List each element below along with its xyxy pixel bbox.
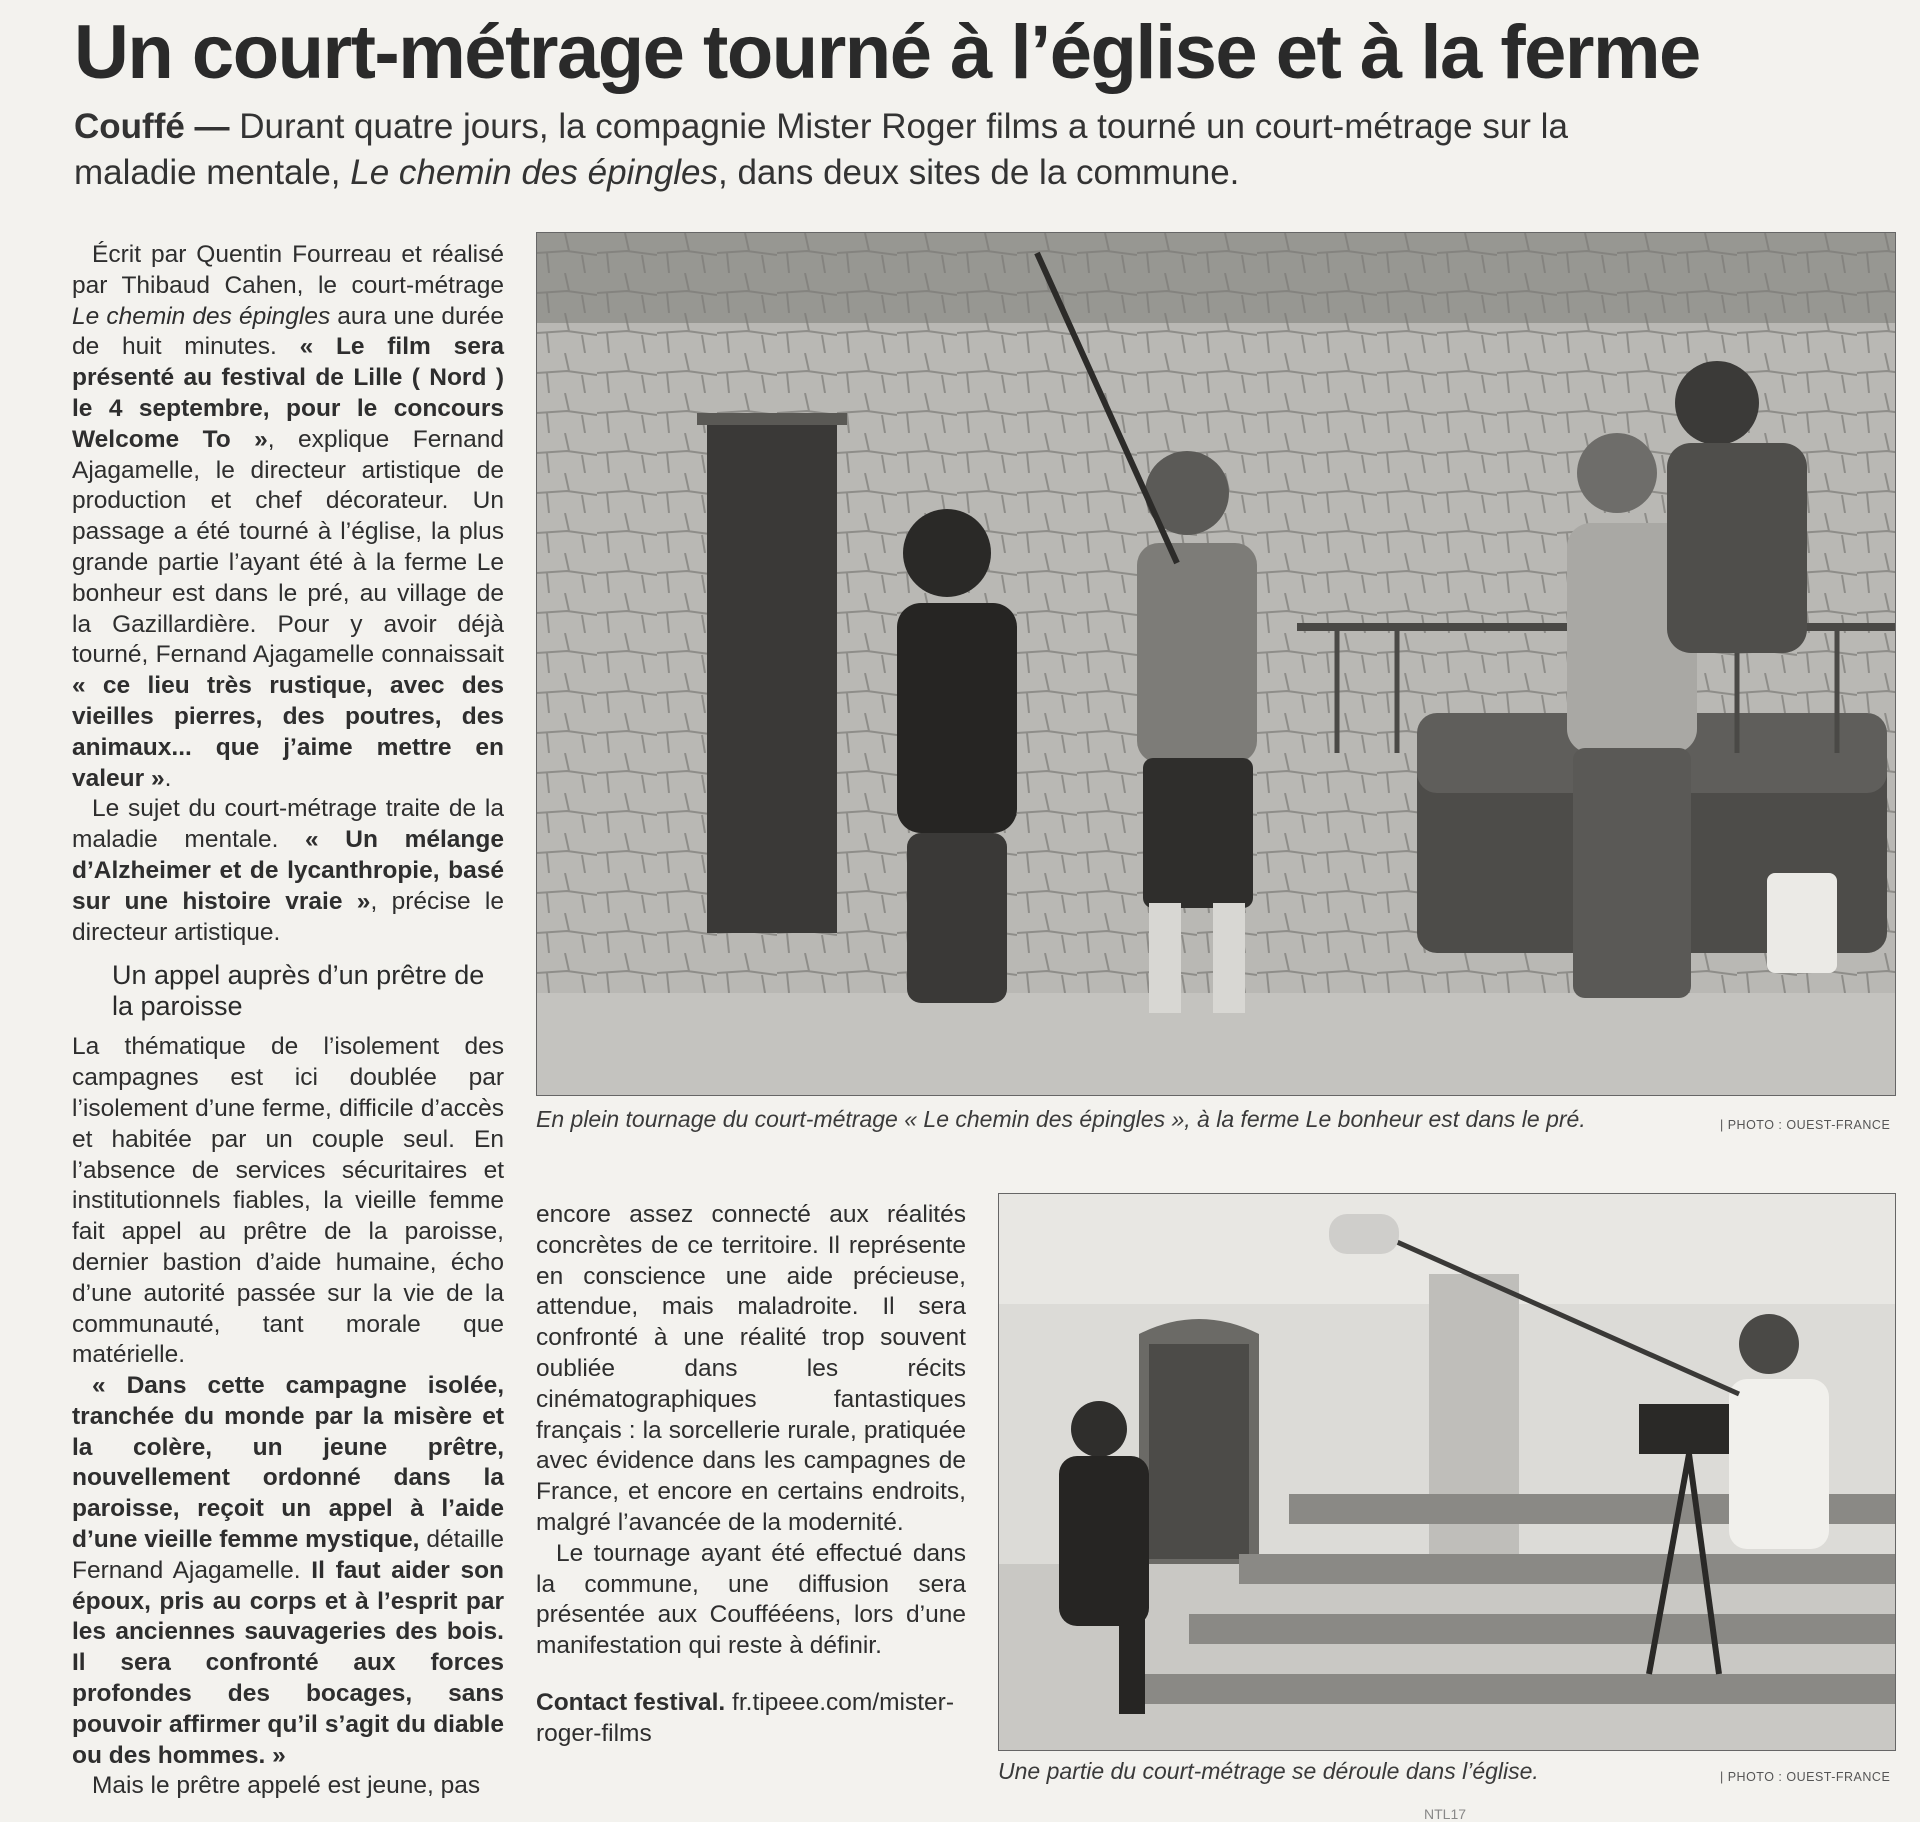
- standfirst-text-1: Durant quatre jours, la compagnie Mister Roger films a tourné un court-métrage sur la maladie mentale,: [74, 107, 1568, 192]
- article-column-2: [536, 1200, 966, 1760]
- paragraph-5: Mais le prêtre appelé est jeune, pas: [92, 1772, 481, 1800]
- photo-church-shooting: [998, 1193, 1896, 1751]
- photo-farm-credit: | PHOTO : OUEST-FRANCE: [1720, 1118, 1891, 1132]
- quote-run: Il faut aider son époux, pris au corps et à l’esprit par les anciennes sauvageries des bois. Il sera confronté aux forces profondes des bocages, sans pouvoir affirmer qu’il s’agit du diable ou des hommes. »: [72, 1556, 504, 1769]
- text-run: , explique Fernand Ajagamelle, le directeur artistique de production et chef décorateur. Un passage a été tourné à l’église, la plus grande partie l’ayant été à la ferme Le bonheur est dans le pré, au village de la Gazillardière. Pour y avoir déjà tourné, Fernand Ajagamelle connaissait: [72, 425, 504, 669]
- photo-church-caption: Une partie du court-métrage se déroule dans l’église.: [998, 1758, 1539, 1784]
- standfirst-place: Couffé —: [74, 107, 230, 146]
- text-run: , précise le directeur artistique.: [72, 887, 504, 946]
- paragraph-3: La thématique de l’isolement des campagnes est ici doublée par l’isolement d’une ferme, difficile d’accès et habitée par un couple seul. En l’absence de services sécuritaires et institutionnels fiables, la vieille femme fait appel au prêtre de la paroisse, dernier bastion d’aide humaine, écho d’une autorité passée sur la vie de la communauté, tant morale que matérielle.: [72, 1033, 504, 1369]
- standfirst-text-2: , dans deux sites de la commune.: [718, 153, 1240, 192]
- article-column-1: [72, 240, 505, 1800]
- paragraph-2: [72, 794, 504, 948]
- text-run: .: [164, 764, 172, 792]
- text-run: Le sujet du court-métrage traite de la maladie mentale.: [72, 795, 504, 854]
- church-photo-image: [999, 1194, 1895, 1750]
- headline: Un court-métrage tourné à l’église et à la ferme: [74, 10, 1700, 95]
- contact-url: fr.tipeee.com/mister-roger-films: [536, 1688, 954, 1747]
- standfirst: [74, 104, 1594, 196]
- film-title-run: Le chemin des épingles: [72, 302, 331, 330]
- quote-run: « ce lieu très rustique, avec des vieilles pierres, des poutres, des animaux... que j’aime mettre en valeur »: [72, 672, 504, 792]
- farm-photo-image: [537, 233, 1895, 1095]
- contact-line: [536, 1688, 966, 1750]
- paragraph-4: [72, 1371, 504, 1771]
- page-mark: NTL17: [1424, 1806, 1467, 1822]
- text-run: aura une durée de huit minutes.: [72, 302, 505, 361]
- photo-church-credit: | PHOTO : OUEST-FRANCE: [1720, 1770, 1891, 1784]
- paragraph-1: [72, 240, 504, 794]
- subheading: Un appel auprès d’un prêtre de la paroisse: [112, 960, 485, 1022]
- photo-farm-caption: En plein tournage du court-métrage « Le chemin des épingles », à la ferme Le bonheur est dans le pré.: [536, 1106, 1586, 1132]
- paragraph-6: encore assez connecté aux réalités concrètes de ce territoire. Il représente en conscience une aide précieuse, attendue, mais maladroite. Il sera confronté à une réalité trop souvent oubliée dans les récits cinématographiques fantastiques français : la sorcellerie rurale, pratiquée avec évidence dans les campagnes de France, et encore en certains endroits, malgré l’avancée de la modernité.: [536, 1201, 966, 1536]
- quote-run: « Un mélange d’Alzheimer et de lycanthropie, basé sur une histoire vraie »: [72, 826, 504, 915]
- paragraph-7: Le tournage ayant été effectué dans la commune, une diffusion sera présentée aux Couffééens, lors d’une manifestation qui reste à définir.: [536, 1539, 966, 1660]
- quote-run: « Le film sera présenté au festival de Lille ( Nord ) le 4 septembre, pour le concours Welcome To »: [72, 333, 504, 453]
- photo-farm-shooting: [536, 232, 1896, 1096]
- quote-run: « Dans cette campagne isolée, tranchée du monde par la misère et la colère, un jeune prêtre, nouvellement ordonné dans la paroisse, reçoit un appel à l’aide d’une vieille femme mystique,: [72, 1372, 504, 1554]
- standfirst-film-title: Le chemin des épingles: [350, 153, 719, 192]
- text-run: détaille Fernand Ajagamelle.: [72, 1526, 505, 1584]
- contact-label: Contact festival.: [536, 1688, 726, 1716]
- text-run: Écrit par Quentin Fourreau et réalisé par Thibaud Cahen, le court-métrage: [72, 241, 504, 299]
